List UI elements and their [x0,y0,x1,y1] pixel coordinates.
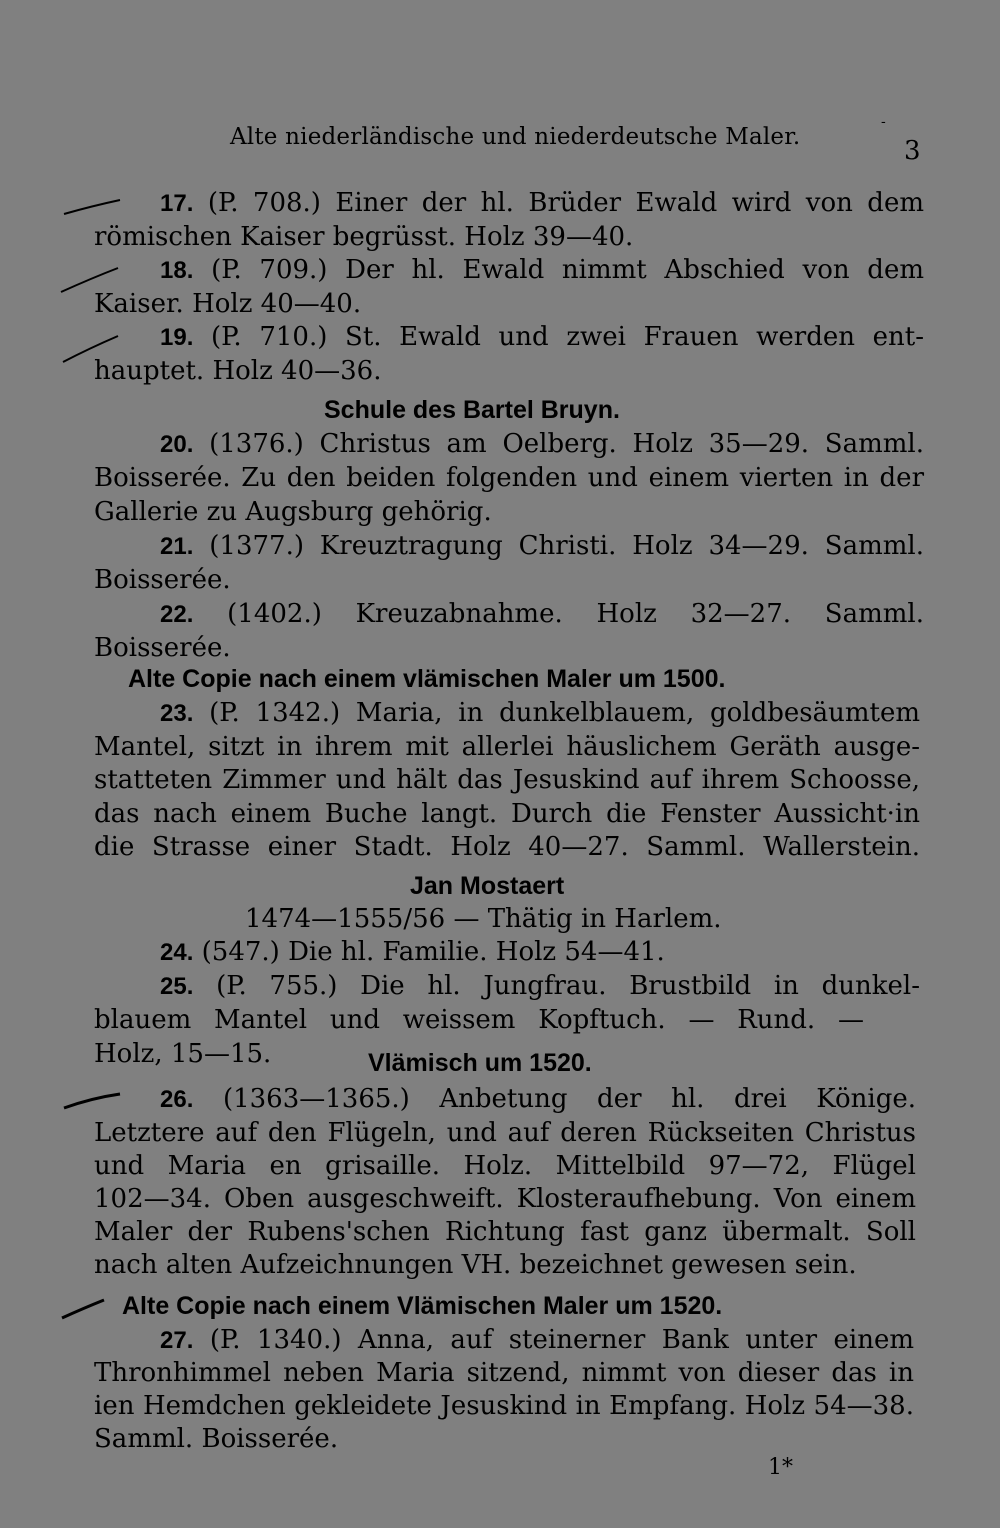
entry-20-line-1: 20. (1376.) Christus am Oelberg. Holz 35—29. Samml. [160,429,924,459]
entry-20-line-2: Boisserée. Zu den beiden folgenden und einem vierten in der [94,463,924,493]
section-heading-copie-1520: Alte Copie nach einem Vlämischen Maler um 1520. [122,1292,723,1320]
entry-26-line-1: 26. (1363—1365.) Anbetung der hl. drei Könige. [160,1084,917,1114]
entry-20-line-3: Gallerie zu Augsburg gehörig. [94,497,492,527]
entry-18-line-2: Kaiser. Holz 40—40. [94,289,362,319]
entry-27-line-3: ien Hemdchen gekleidete Jesuskind in Empfang. Holz 54—38. [94,1391,914,1421]
entry-26-line-5: Maler der Rubens'schen Richtung fast ganz übermalt. Soll [94,1217,916,1247]
entry-17-line-1: 17. (P. 708.) Einer der hl. Brüder Ewald wird von dem [160,188,924,218]
entry-21-line-2: Boisserée. [94,565,231,595]
mostaert-dates: 1474—1555/56 — Thätig in Harlem. [245,904,722,934]
entry-25-line-2: blauem Mantel und weissem Kopftuch. — Rund. — [94,1005,864,1035]
running-header: Alte niederländische und niederdeutsche Maler. [230,124,801,150]
entry-26-line-3: und Maria en grisaille. Holz. Mittelbild 97—72, Flügel [94,1151,916,1181]
entry-26-line-2: Letztere auf den Flügeln, und auf deren Rückseiten Christus [94,1118,916,1148]
section-heading-vlaemisch-1520: Vlämisch um 1520. [368,1049,592,1077]
entry-23-line-4: das nach einem Buche langt. Durch die Fenster Aussicht·in [94,799,920,829]
section-heading-mostaert: Jan Mostaert [410,872,565,900]
entry-22-line-1: 22. (1402.) Kreuzabnahme. Holz 32—27. Samml. [160,599,924,629]
header-mark: - [881,114,886,130]
entry-24-line-1: 24. (547.) Die hl. Familie. Holz 54—41. [160,937,665,967]
pen-mark-heading [60,1296,108,1322]
section-heading-copie-1500: Alte Copie nach einem vlämischen Maler um 1500. [128,665,726,693]
entry-23-line-3: statteten Zimmer und hält das Jesuskind auf ihrem Schoosse, [94,765,920,795]
signature-mark: 1* [768,1455,793,1480]
entry-27-line-1: 27. (P. 1340.) Anna, auf steinerner Bank unter einem [160,1325,914,1355]
entry-27-line-4: Samml. Boisserée. [94,1424,339,1454]
entry-23-line-5: die Strasse einer Stadt. Holz 40—27. Samml. Wallerstein. [94,832,920,862]
entry-25-line-1: 25. (P. 755.) Die hl. Jungfrau. Brustbild in dunkel- [160,971,920,1001]
entry-19-line-1: 19. (P. 710.) St. Ewald und zwei Frauen werden ent- [160,322,924,352]
entry-17-line-2: römischen Kaiser begrüsst. Holz 39—40. [94,222,634,252]
entry-19-line-2: hauptet. Holz 40—36. [94,356,382,386]
entry-26-line-6: nach alten Aufzeichnungen VH. bezeichnet gewesen sein. [94,1250,857,1280]
entry-27-line-2: Thronhimmel neben Maria sitzend, nimmt von dieser das in [94,1358,914,1388]
entry-23-line-2: Mantel, sitzt in ihrem mit allerlei häuslichem Geräth ausge- [94,732,920,762]
entry-21-line-1: 21. (1377.) Kreuztragung Christi. Holz 34—29. Samml. [160,531,924,561]
page-number: 3 [904,136,921,166]
entry-22-line-2: Boisserée. [94,633,231,663]
entry-26-line-4: 102—34. Oben ausgeschweift. Klosteraufhebung. Von einem [94,1184,916,1214]
entry-23-line-1: 23. (P. 1342.) Maria, in dunkelblauem, goldbesäumtem [160,698,920,728]
entry-18-line-1: 18. (P. 709.) Der hl. Ewald nimmt Abschied von dem [160,255,924,285]
section-heading-bruyn: Schule des Bartel Bruyn. [324,396,620,424]
entry-25-line-3: Holz, 15—15. [94,1039,272,1069]
